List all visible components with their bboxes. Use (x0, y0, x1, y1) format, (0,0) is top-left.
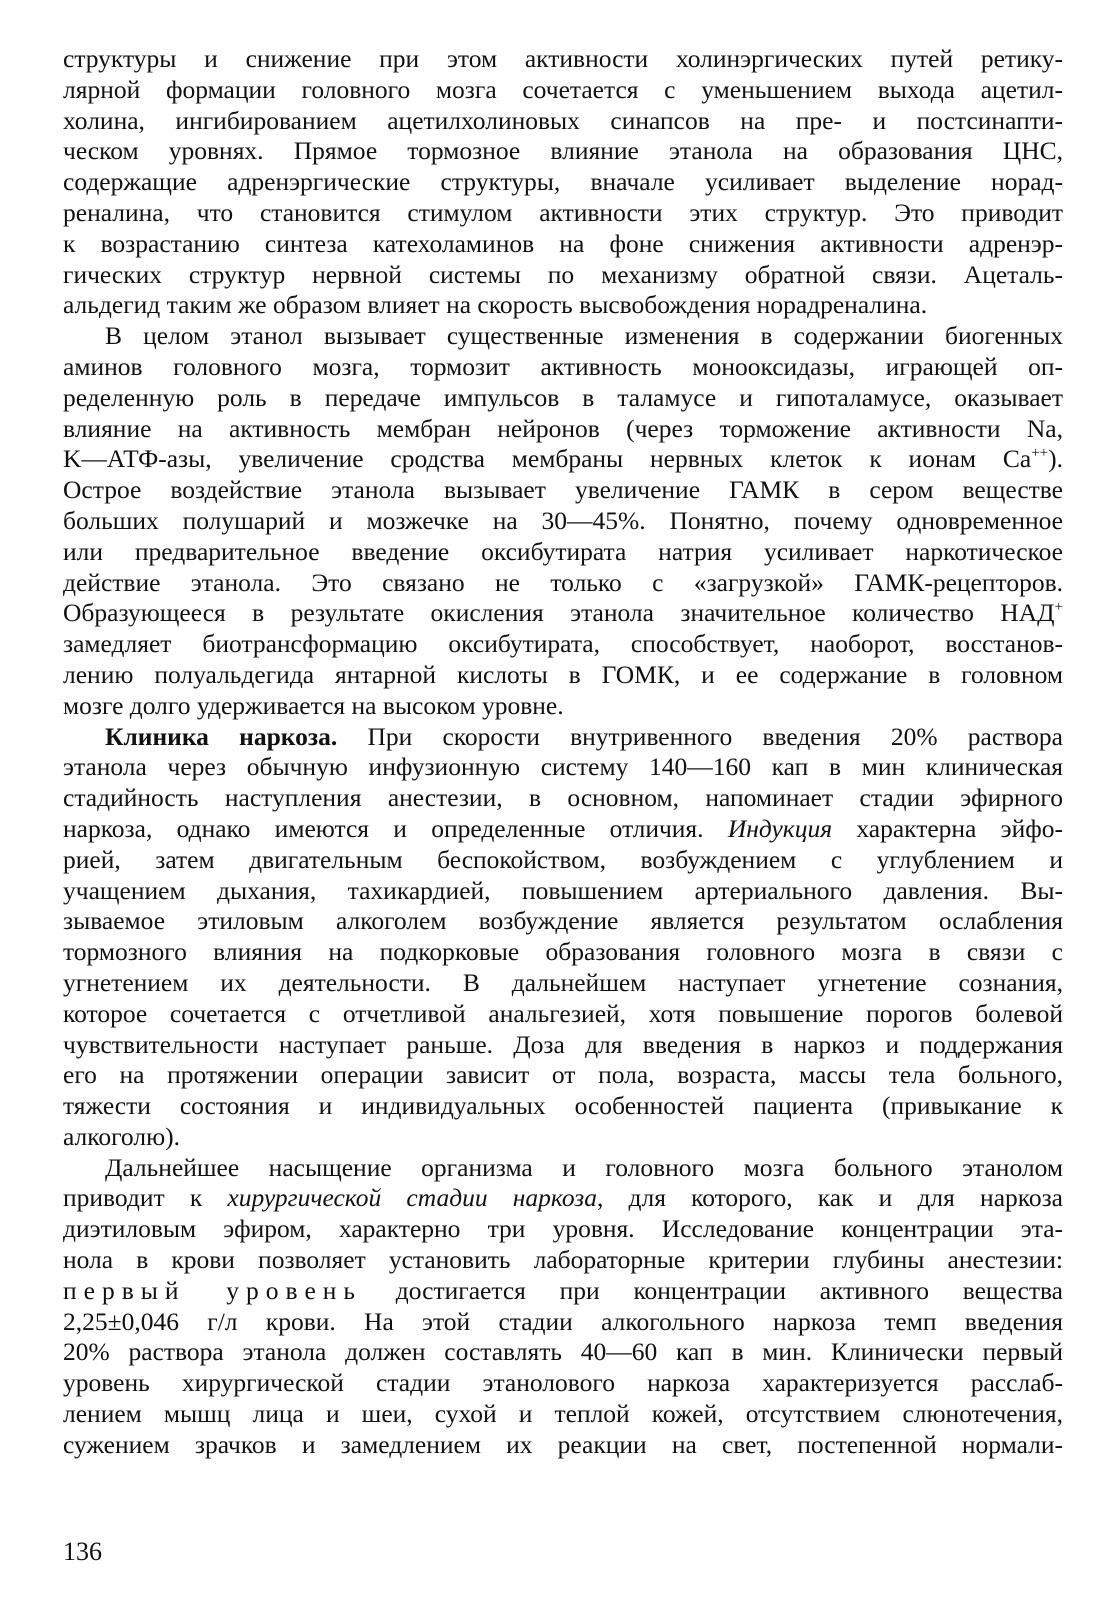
text-line: больших полушарий и мозжечке на 30—45%. Понятно, почему одновременное (63, 505, 1063, 535)
text-line-nad (63, 598, 1063, 629)
text-line: гических структур нервной системы по механизму обратной связи. Ацеталь- (63, 259, 1063, 289)
text-line: диэтиловым эфиром, характерно три уровня. Исследование концентрации эта- (63, 1214, 1063, 1244)
section-heading: Клиника наркоза. (105, 721, 338, 751)
text-line: или предварительное введение оксибутирата натрия усиливает наркотическое (63, 536, 1063, 566)
text-line: Дальнейшее насыщение организма и головного мозга больного этанолом (105, 1152, 1063, 1182)
text-fragment: наркоза, однако имеются и определенные отличия. (63, 813, 728, 843)
text-line-first-level (63, 1276, 1063, 1307)
text-line: лению полуальдегида янтарной кислоты в ГОМК, и ее содержание в головном (63, 659, 1063, 689)
text-line: холина, ингибированием ацетилхолиновых синапсов на пре- и постсинапти- (63, 105, 1063, 135)
text-line: альдегид таким же образом влияет на скорость высвобождения норадреналина. (63, 290, 928, 320)
text-line: 2,25±0,046 г/л крови. На этой стадии алкогольного наркоза темп введения (63, 1306, 1063, 1336)
text-fragment: , для которого, как и для наркоза (596, 1183, 1064, 1213)
paragraph-1 (63, 44, 1063, 321)
text-fragment: Образующееся в результате окисления этанола значительное количество НАД (63, 598, 1055, 628)
text-fragment: K—АТФ-азы, увеличение сродства мембраны нервных клеток к ионам Ca (63, 444, 1032, 474)
text-line: тормозного влияния на подкорковые образования головного мозга в связи с (63, 937, 1063, 967)
text-line: алкоголю). (63, 1121, 180, 1151)
text-fragment: достигается при концентрации активного вещества (362, 1275, 1063, 1305)
text-line: реналина, что становится стимулом активности этих структур. Это приводит (63, 197, 1063, 227)
text-line: мозге долго удерживается на высоком уровне. (63, 690, 564, 720)
text-fragment: характерна эйфо- (832, 813, 1063, 843)
paragraph-2 (63, 321, 1063, 721)
text-line: лярной формации головного мозга сочетается с уменьшением выхода ацетил- (63, 74, 1063, 104)
text-line: сужением зрачков и замедлением их реакции на свет, постепенной нормали- (63, 1429, 1063, 1459)
text-line: его на протяжении операции зависит от пола, возраста, массы тела больного, (63, 1060, 1063, 1090)
text-line: чувствительности наступает раньше. Доза для введения в наркоз и поддержания (63, 1029, 1063, 1059)
text-fragment: ). (1048, 444, 1063, 474)
text-line: рией, затем двигательным беспокойством, возбуждением с углублением и (63, 844, 1063, 874)
text-line: структуры и снижение при этом активности холинэргических путей ретику- (63, 44, 1063, 73)
text-line: действие этанола. Это связано не только с «загрузкой» ГАМК-рецепторов. (63, 567, 1063, 597)
text-line: к возрастанию синтеза катехоламинов на фоне снижения активности адренэр- (63, 228, 1063, 258)
text-line: ческом уровнях. Прямое тормозное влияние этанола на образования ЦНС, (63, 136, 1063, 166)
text-line: этанола через обычную инфузионную систему 140—160 кап в мин клиническая (63, 752, 1063, 782)
text-line: зываемое этиловым алкоголем возбуждение является результатом ослабления (63, 906, 1063, 936)
text-line: влияние на активность мембран нейронов (через торможение активности Na, (63, 413, 1063, 443)
text-line-induction (63, 814, 1063, 845)
text-line-heading (63, 722, 1063, 753)
text-line: стадийность наступления анестезии, в основном, напоминает стадии эфирного (63, 783, 1063, 813)
text-line: аминов головного мозга, тормозит активность монооксидазы, играющей оп- (63, 351, 1063, 381)
text-line: содержащие адренэргические структуры, вначале усиливает выделение норад- (63, 167, 1063, 197)
text-fragment: При скорости внутривенного введения 20% раствора (337, 721, 1063, 751)
text-line: 20% раствора этанола должен составлять 40—60 кап в мин. Клинически первый (63, 1337, 1063, 1367)
page-number: 136 (63, 1537, 102, 1566)
text-fragment: приводит к (63, 1183, 228, 1213)
superscript-charge: ++ (1031, 445, 1049, 462)
text-line: учащением дыхания, тахикардией, повышением артериального давления. Вы- (63, 875, 1063, 905)
paragraph-4 (63, 1153, 1063, 1461)
text-line: которое сочетается с отчетливой анальгезией, хотя повышение порогов болевой (63, 998, 1063, 1028)
text-line: В целом этанол вызывает существенные изменения в содержании биогенных (105, 321, 1063, 351)
text-line: ределенную роль в передаче импульсов в таламусе и гипоталамусе, оказывает (63, 382, 1063, 412)
text-line-surgical-stage (63, 1183, 1063, 1214)
paragraph-3 (63, 722, 1063, 1153)
text-line: лением мышц лица и шеи, сухой и теплой кожей, отсутствием слюнотечения, (63, 1399, 1063, 1429)
text-line: уровень хирургической стадии этанолового наркоза характеризуется расслаб- (63, 1368, 1063, 1398)
text-line-ca (63, 444, 1063, 475)
text-line: нола в крови позволяет установить лабораторные критерии глубины анестезии: (63, 1245, 1063, 1275)
superscript-charge: + (1054, 599, 1063, 616)
italic-term: Индукция (727, 813, 833, 843)
italic-term: хирургической стадии наркоза (227, 1183, 597, 1213)
text-line: тяжести состояния и индивидуальных особенностей пациента (привыкание к (63, 1091, 1063, 1121)
text-line: замедляет биотрансформацию оксибутирата, способствует, наоборот, восстанов- (63, 629, 1063, 659)
text-line: угнетением их деятельности. В дальнейшем наступает угнетение сознания, (63, 967, 1063, 997)
spaced-term: первый уровень (63, 1275, 363, 1305)
text-line: Острое воздействие этанола вызывает увеличение ГАМК в сером веществе (63, 475, 1063, 505)
